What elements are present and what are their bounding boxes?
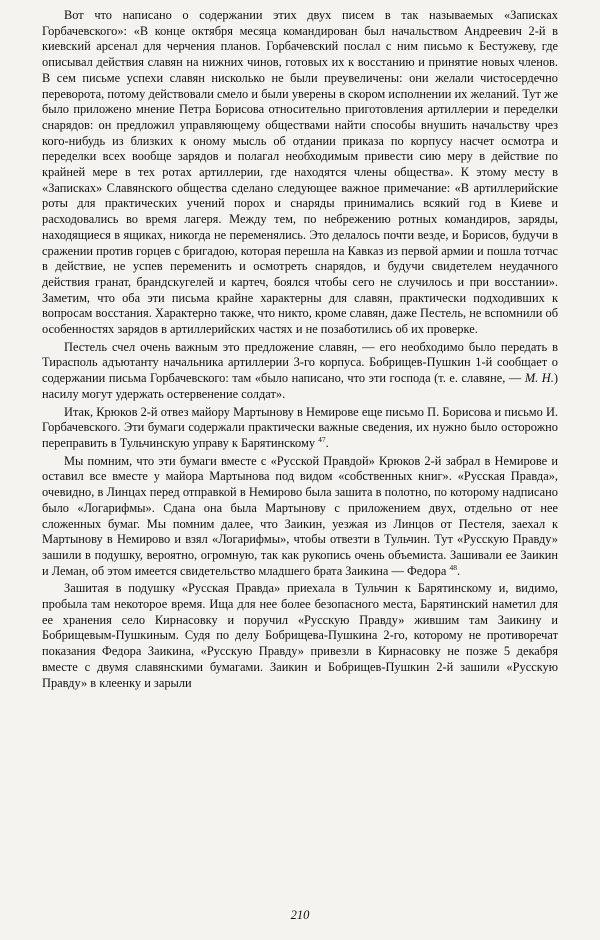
- page-number: 210: [290, 908, 310, 922]
- page-text: [42, 8, 558, 691]
- paragraph-3: [42, 405, 558, 452]
- footnote-ref-47: 47: [318, 434, 326, 444]
- paragraph-2-initials: М. Н.: [524, 371, 554, 386]
- paragraph-4-tail: .: [456, 563, 461, 578]
- footnote-ref-48: 48: [449, 562, 457, 572]
- paragraph-5: [42, 581, 558, 691]
- paragraph-1: [42, 8, 558, 338]
- paragraph-3-tail: .: [325, 435, 329, 450]
- paragraph-1-text: Вот что написано о содержании этих двух писем в так называемых «Записках Горбачевского»: «В конце октября месяца командирован был начальством Андреевич 2-й в киевский арсенал для черчения планов. Горбачевский послал с ним письмо к Бестужеву, где описывал действия славян на нижних чинов, готовых их к восстанию и принятие новых членов. В сем письме успехи славян нисколько не были преувеличены: они желали чистосердечно переворота, потому действовали смело и были уверены в скором исполнении их желаний. Тут же было приложено мнение Петра Борисова относительно приготовления артиллерии и переделки снарядов: он предложил управляющему обществами найти способы внушить начальству чрез кого-нибудь из близких к оному мысль об отдании приказа по корпусу насчет осмотра и переделки всех вообще зарядов и полагал необходимым привести сию меру в действие по крайней мере в тех ротах артиллерии, где находятся члены общества». К этому месту в «Записках» Славянского общества сделано следующее важное примечание: «В артиллерийские роты для практических учений порох и снаряды принимались всякий год в Киеве и расходовались во время лагеря. Между тем, по небрежению ротных командиров, заряды, находящиеся в ящиках, никогда не переменялись. Это делалось почти везде, и Борисов, будучи в сражении против горцев с бригадою, которая перешла на Кавказ из первой армии и пошла тотчас в действие, не успев переменить и осмотреть снарядов, и будучи свидетелем неудачного действия гранат, брандскугелей и картеч, боялся чтобы сего не случилось и при восстании». Заметим, что оба эти письма крайне характерны для славян, практически подходивших к вопросам восстания. Характерно также, что никто, кроме славян, даже Пестель, не вспомнили об особенностях зарядов в артиллерийских частях и не позаботились об их проверке.: [42, 8, 558, 337]
- paragraph-4-text: Мы помним, что эти бумаги вместе с «Русской Правдой» Крюков 2-й забрал в Немирове и оставил все вместе у майора Мартынова под видом «собственных книг». «Русская Правда», очевидно, в Линцах перед отправкой в Немирово была зашита в полотно, по которому надписано было «Логарифмы». Сдана она была Мартынову с приложением двух, отдельно от нее сложенных бумаг. Мы помним далее, что Заикин, уезжая из Линцов от Пестеля, заехал к Мартынову в Немирово и взял «Логарифмы», чтобы отвезти в Тульчин. Тут «Русскую Правду» зашили в подушку, вероятно, огромную, так как рукопись очень объемиста. Зашивали ее Заикин и Леман, об этом имеется свидетельство младшего брата Заикина — Федора: [42, 453, 558, 578]
- paragraph-3-text: Итак, Крюков 2-й отвез майору Мартынову в Немирове еще письмо П. Борисова и письмо И. Горбачевского. Эти бумаги содержали практически важные сведения, их нужно было осторожно переправить в Тульчинскую управу к Барятинскому: [42, 404, 558, 450]
- paragraph-5-text: Зашитая в подушку «Русская Правда» приехала в Тульчин к Барятинскому и, видимо, пробыла там некоторое время. Ища для нее более безопасного места, Барятинский наметил для ее хранения село Кирнасовку и поручил «Русскую Правду» жившим там Заикину и Бобрищевым-Пушкиным. Судя по делу Бобрищева-Пушкина 2-го, которому не противоречат показания Федора Заикина, «Русскую Правду» привезли в Кирнасовку не позже 5 декабря вместе с двумя славянскими бумагами. Заикин и Бобрищев-Пушкин 2-й зашили «Русскую Правду» в клеенку и зарыли: [42, 581, 558, 690]
- paragraph-2: [42, 340, 558, 403]
- paragraph-2-text: Пестель счел очень важным это предложение славян, — его необходимо было передать в Тирасполь адъютанту начальника артиллерии 3-го корпуса. Бобрищев-Пушкин 1-й сообщает о содержании письма Горбачевского: там «было написано, что эти господа (т. е. славяне, —: [42, 339, 558, 386]
- paragraph-4: [42, 454, 558, 580]
- paragraph-2-tail: ) насилу могут удержать остервенение солдат».: [42, 371, 558, 401]
